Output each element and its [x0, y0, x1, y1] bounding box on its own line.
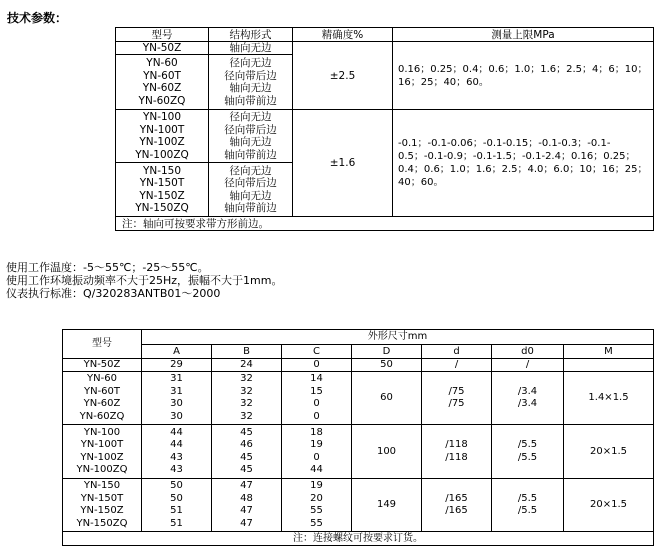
spec-header-structure: 结构形式	[209, 28, 293, 42]
spec-structure-cell: 径向无边 径向带后边 轴向无边 轴向带前边	[209, 55, 293, 110]
dims-value-cell: 24	[212, 359, 282, 372]
dimensions-table	[62, 329, 654, 546]
spec-model-cell: YN-60 YN-60T YN-60Z YN-60ZQ	[116, 55, 209, 110]
dims-value-cell: 50	[352, 359, 422, 372]
dims-col-A: A	[142, 345, 212, 359]
spec-header-range: 测量上限MPa	[393, 28, 654, 42]
usage-notes	[6, 261, 282, 300]
spec-model-cell: YN-50Z	[116, 42, 209, 55]
spec-structure-cell: 径向无边 径向带后边 轴向无边 轴向带前边	[209, 163, 293, 217]
dims-value-cell: 44 44 43 43	[142, 425, 212, 479]
dims-model-cell: YN-50Z	[63, 359, 142, 372]
dims-value-cell: 20×1.5	[564, 479, 654, 532]
dims-value-cell: 149	[352, 479, 422, 532]
dims-model-cell: YN-60 YN-60T YN-60Z YN-60ZQ	[63, 372, 142, 425]
spec-model-cell: YN-100 YN-100T YN-100Z YN-100ZQ	[116, 110, 209, 163]
dims-value-cell: 18 19 0 44	[282, 425, 352, 479]
dims-note: 注：连接螺纹可按要求订货。	[63, 532, 654, 546]
spec-table	[115, 27, 654, 231]
dims-value-cell	[564, 359, 654, 372]
spec-header-model: 型号	[116, 28, 209, 42]
dims-value-cell: /5.5 /5.5	[492, 425, 564, 479]
spec-structure-cell: 轴向无边	[209, 42, 293, 55]
dims-value-cell: 47 48 47 47	[212, 479, 282, 532]
dims-col-C: C	[282, 345, 352, 359]
dims-value-cell: 19 20 55 55	[282, 479, 352, 532]
dims-value-cell: 0	[282, 359, 352, 372]
dims-value-cell: 20×1.5	[564, 425, 654, 479]
dims-col-B: B	[212, 345, 282, 359]
dims-value-cell: 100	[352, 425, 422, 479]
dims-value-cell: /165 /165	[422, 479, 492, 532]
dims-value-cell: /	[422, 359, 492, 372]
dims-header-model: 型号	[63, 330, 142, 359]
dims-value-cell: 32 32 32 32	[212, 372, 282, 425]
dims-value-cell: 45 46 45 45	[212, 425, 282, 479]
usage-note-temperature: 使用工作温度：-5～55℃；-25～55℃。	[6, 261, 209, 274]
spec-model-cell: YN-150 YN-150T YN-150Z YN-150ZQ	[116, 163, 209, 217]
usage-note-vibration: 使用工作环境振动频率不大于25Hz，振幅不大于1mm。	[6, 274, 283, 287]
dims-value-cell: 1.4×1.5	[564, 372, 654, 425]
spec-range-group2: -0.1；-0.1-0.06；-0.1-0.15；-0.1-0.3；-0.1-0.5；-0.1-0.9；-0.1-1.5；-0.1-2.4；0.16；0.25；0.4；0.6；1.0；1.6；2.5；4.0；6.0；10；16；25；40；60。	[393, 110, 654, 217]
section-heading: 技术参数：	[7, 11, 68, 25]
dims-value-cell: /3.4 /3.4	[492, 372, 564, 425]
dims-value-cell: /118 /118	[422, 425, 492, 479]
spec-accuracy-group2: ±1.6	[293, 110, 393, 217]
dims-value-cell: /5.5 /5.5	[492, 479, 564, 532]
dims-model-cell: YN-100 YN-100T YN-100Z YN-100ZQ	[63, 425, 142, 479]
spec-structure-cell: 径向无边 径向带后边 轴向无边 轴向带前边	[209, 110, 293, 163]
dims-col-d0: d0	[492, 345, 564, 359]
dims-header-group: 外形尺寸mm	[142, 330, 654, 345]
spec-header-accuracy: 精确度%	[293, 28, 393, 42]
dims-value-cell: 14 15 0 0	[282, 372, 352, 425]
usage-note-standard: 仪表执行标准：Q/320283ANTB01～2000	[6, 287, 221, 300]
dims-col-D: D	[352, 345, 422, 359]
dims-value-cell: 60	[352, 372, 422, 425]
dims-model-cell: YN-150 YN-150T YN-150Z YN-150ZQ	[63, 479, 142, 532]
dims-value-cell: /	[492, 359, 564, 372]
dims-value-cell: 29	[142, 359, 212, 372]
dims-value-cell: /75 /75	[422, 372, 492, 425]
spec-accuracy-group1: ±2.5	[293, 42, 393, 110]
spec-range-group1: 0.16；0.25；0.4；0.6；1.0；1.6；2.5；4；6；10；16；25；40；60。	[393, 42, 654, 110]
dims-value-cell: 31 31 30 30	[142, 372, 212, 425]
dims-value-cell: 50 50 51 51	[142, 479, 212, 532]
dims-col-d: d	[422, 345, 492, 359]
spec-note: 注：轴向可按要求带方形前边。	[116, 217, 654, 231]
dims-col-M: M	[564, 345, 654, 359]
